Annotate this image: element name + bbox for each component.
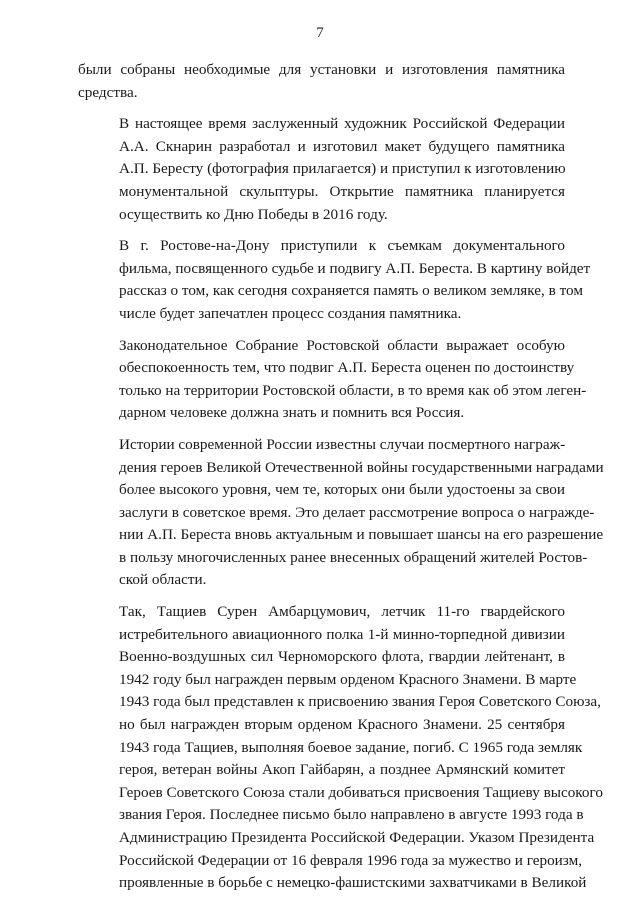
paragraph bbox=[78, 59, 565, 104]
text-line: А.А. Скнарин разработал и изготовил макет будущего памятника bbox=[119, 137, 565, 155]
page-number: 7 bbox=[316, 25, 324, 41]
paragraph bbox=[78, 434, 604, 592]
text-line: 1942 году был награжден первым орденом Красного Знамени. В марте bbox=[119, 670, 577, 688]
text-line: дарном человеке должна знать и помнить вся Россия. bbox=[119, 404, 465, 422]
text-line: героя, ветеран войны Акоп Гайбарян, а позднее Армянский комитет bbox=[119, 761, 565, 779]
paragraph bbox=[78, 235, 591, 325]
text-line: А.П. Бересту (фотография прилагается) и приступил к изготовлению bbox=[119, 160, 566, 178]
text-line: Администрацию Президента Российской Федерации. Указом Президента bbox=[119, 829, 595, 846]
document-body bbox=[78, 59, 604, 904]
text-line: Российской Федерации от 16 февраля 1996 года за мужество и героизм, bbox=[119, 851, 582, 869]
text-line: 1943 года был представлен к присвоению звания Героя Советского Союза, bbox=[119, 693, 601, 711]
text-line: Героев Советского Союза стали добиваться присвоения Тащиеву высокого bbox=[119, 783, 603, 801]
text-line: осуществить ко Дню Победы в 2016 году. bbox=[119, 205, 388, 223]
text-line: в пользу многочисленных ранее внесенных обращений жителей Ростов- bbox=[119, 548, 588, 566]
text-line: обеспокоенность тем, что подвиг А.П. Береста оценен по достоинству bbox=[119, 359, 575, 377]
text-line: нии А.П. Береста вновь актуальным и повышает шансы на его разрешение bbox=[119, 526, 604, 544]
text-line: истребительного авиационного полка 1-й минно-торпедной дивизии bbox=[119, 625, 565, 643]
text-line: Законодательное Собрание Ростовской области выражает особую bbox=[119, 336, 565, 354]
text-line: более высокого уровня, чем те, которых они были удостоены за свои bbox=[119, 481, 565, 499]
text-line: рассказ о том, как сегодня сохраняется память о великом земляке, в том bbox=[119, 282, 583, 300]
text-line: В настоящее время заслуженный художник Российской Федерации bbox=[119, 115, 565, 133]
paragraph bbox=[78, 335, 587, 425]
text-line: монументальной скульптуры. Открытие памятника планируется bbox=[119, 182, 565, 200]
text-line: только на территории Ростовской области, в то время как об этом леген- bbox=[119, 381, 587, 399]
text-line: средства. bbox=[78, 83, 138, 101]
text-line: Так, Тащиев Сурен Амбарцумович, летчик 11-го гвардейского bbox=[119, 603, 565, 621]
text-line: звания Героя. Последнее письмо было направлено в августе 1993 года в bbox=[119, 806, 584, 824]
text-line: дения героев Великой Отечественной войны государственными наградами bbox=[119, 458, 604, 476]
text-line: Военно-воздушных сил Черноморского флота, гвардии лейтенант, в bbox=[119, 648, 565, 666]
text-line: В г. Ростове-на-Дону приступили к съемкам документального bbox=[119, 237, 565, 255]
text-line: 1943 года Тащиев, выполняя боевое задание, погиб. С 1965 года земляк bbox=[119, 738, 583, 756]
text-line: ской области. bbox=[119, 571, 207, 589]
paragraph bbox=[78, 601, 603, 895]
text-line: числе будет запечатлен процесс создания памятника. bbox=[119, 304, 462, 322]
text-line: фильма, посвященного судьбе и подвигу А.П. Береста. В картину войдет bbox=[119, 259, 591, 277]
text-line: Истории современной России известны случаи посмертного награж- bbox=[119, 435, 566, 453]
text-line: заслуги в советское время. Это делает рассмотрение вопроса о награжде- bbox=[119, 503, 595, 521]
text-line: но был награжден вторым орденом Красного Знамени. 25 сентября bbox=[119, 716, 565, 734]
paragraph bbox=[78, 113, 565, 226]
text-line: были собраны необходимые для установки и изготовления памятника bbox=[78, 61, 565, 78]
text-line: проявленные в борьбе с немецко-фашистскими захватчиками в Великой bbox=[119, 874, 587, 892]
